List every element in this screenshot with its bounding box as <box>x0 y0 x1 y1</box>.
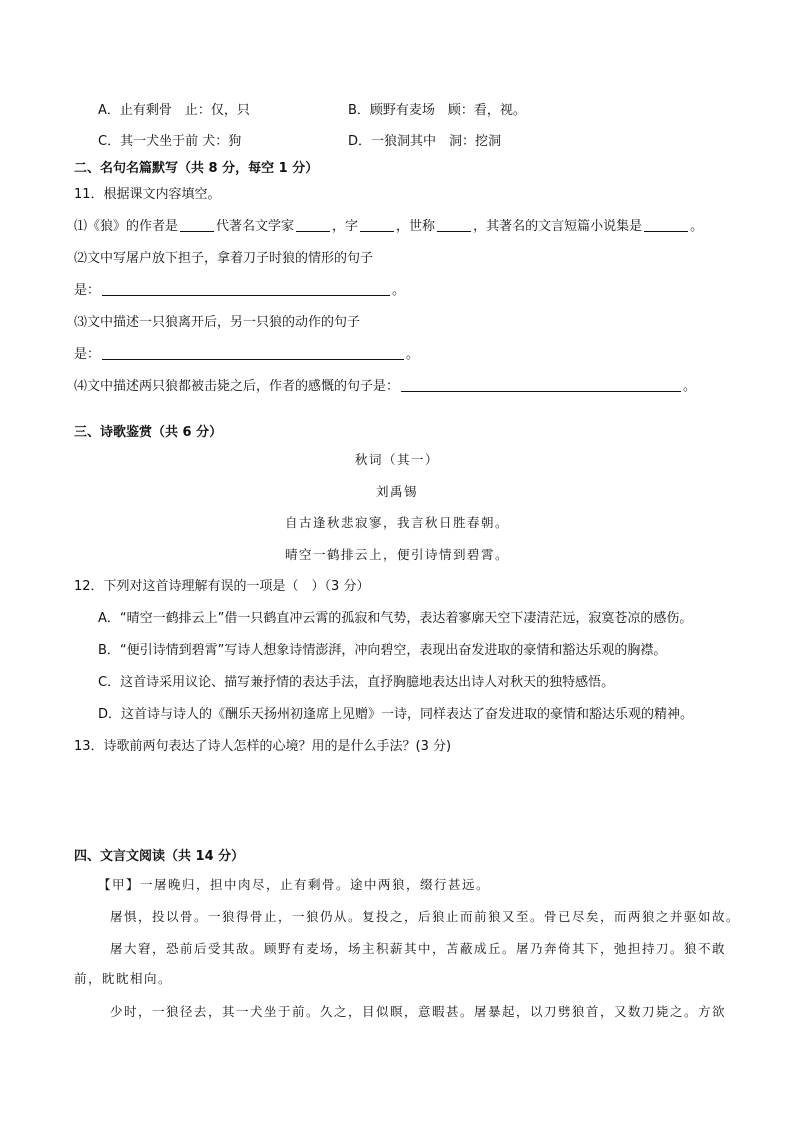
q11-1-part6: 。 <box>690 219 704 234</box>
q11-1-part2: 代著名文学家 <box>216 219 295 234</box>
q11-1-blank-dynasty[interactable] <box>180 218 214 232</box>
q13-prompt: 13．诗歌前两句表达了诗人怎样的心境？用的是什么手法？(3 分) <box>74 739 452 754</box>
q11-3-blank[interactable] <box>102 346 404 360</box>
poem-line-1: 自古逢秋悲寂寥，我言秋日胜春朝。 <box>284 515 509 530</box>
q11-3-prompt: ⑶文中描述一只狼离开后，另一只狼的动作的句子 <box>74 315 361 330</box>
q11-1-part5: ，其著名的文言短篇小说集是 <box>473 219 643 234</box>
poem-author: 刘禹锡 <box>375 484 418 499</box>
q11-1 <box>74 218 703 236</box>
q11-1-part4: ，世称 <box>396 219 436 234</box>
q11-2-answer <box>74 282 405 300</box>
q11-1-blank-title[interactable] <box>437 218 471 232</box>
passage-para-3-line-1: 屠大窘，恐前后受其敌。顾野有麦场，场主积薪其中，苫蔽成丘。屠乃奔倚其下，弛担持刀。狼不敢 <box>110 941 727 956</box>
q11-4-prompt: ⑷文中描述两只狼都被击毙之后，作者的感慨的句子是： <box>74 379 400 394</box>
poem-title: 秋词（其一） <box>354 452 439 467</box>
q12-option-c: C．这首诗采用议论、描写兼抒情的表达手法，直抒胸臆地表达出诗人对秋天的独特感悟。 <box>98 675 615 690</box>
q11-1-blank-courtesy-name[interactable] <box>360 218 394 232</box>
q11-1-part3: ，字 <box>332 219 359 234</box>
q12-prompt: 12．下列对这首诗理解有误的一项是（ ）（3 分） <box>74 579 370 594</box>
q11-4 <box>74 378 696 396</box>
passage-para-1: 【甲】一屠晚归，担中肉尽，止有剩骨。途中两狼，缀行甚远。 <box>98 877 491 892</box>
q12-option-d: D．这首诗与诗人的《酬乐天扬州初逢席上见赠》一诗，同样表达了奋发进取的豪情和豁达乐观的精神。 <box>98 707 694 722</box>
q12-option-a: A．“晴空一鹤排云上”借一只鹤直冲云霄的孤寂和气势，表达着寥廓天空下凄清茫远，寂寞苍凉的感伤。 <box>98 611 693 626</box>
q10-option-b: B．顾野有麦场 顾：看，视。 <box>348 103 526 118</box>
passage-para-3-line-2: 前，眈眈相向。 <box>74 971 173 986</box>
section4-heading: 四、文言文阅读（共 14 分） <box>74 849 245 864</box>
q11-prompt: 11．根据课文内容填空。 <box>74 187 221 202</box>
q11-2-blank[interactable] <box>102 282 390 296</box>
q11-2-lead: 是： <box>74 283 101 298</box>
section3-heading: 三、诗歌鉴赏（共 6 分） <box>74 425 223 440</box>
q11-1-blank-author[interactable] <box>296 218 330 232</box>
q11-4-period: 。 <box>683 379 697 394</box>
passage-para-2: 屠惧，投以骨。一狼得骨止，一狼仍从。复投之，后狼止而前狼又至。骨已尽矣，而两狼之并驱如故。 <box>110 909 741 924</box>
q11-1-part1: ⑴《狼》的作者是 <box>74 219 179 234</box>
q11-3-lead: 是： <box>74 347 101 362</box>
q11-1-blank-collection[interactable] <box>644 218 688 232</box>
q10-option-c: C．其一犬坐于前 犬：狗 <box>98 134 242 149</box>
q11-2-period: 。 <box>392 283 406 298</box>
q11-2-prompt: ⑵文中写屠户放下担子，拿着刀子时狼的情形的句子 <box>74 251 374 266</box>
q11-3-answer <box>74 346 419 364</box>
q10-option-a: A．止有剩骨 止：仅，只 <box>98 103 250 118</box>
passage-para-4: 少时，一狼径去，其一犬坐于前。久之，目似瞑，意暇甚。屠暴起，以刀劈狼首，又数刀毙之。方欲 <box>110 1004 727 1019</box>
q10-option-d: D．一狼洞其中 洞：挖洞 <box>348 134 502 149</box>
section2-heading: 二、名句名篇默写（共 8 分，每空 1 分） <box>74 161 319 176</box>
q11-3-period: 。 <box>406 347 420 362</box>
q11-4-blank[interactable] <box>401 378 681 392</box>
q12-option-b: B．“便引诗情到碧霄”写诗人想象诗情澎湃，冲向碧空，表现出奋发进取的豪情和豁达乐观的胸襟。 <box>98 643 667 658</box>
poem-line-2: 晴空一鹤排云上，便引诗情到碧霄。 <box>284 547 509 562</box>
